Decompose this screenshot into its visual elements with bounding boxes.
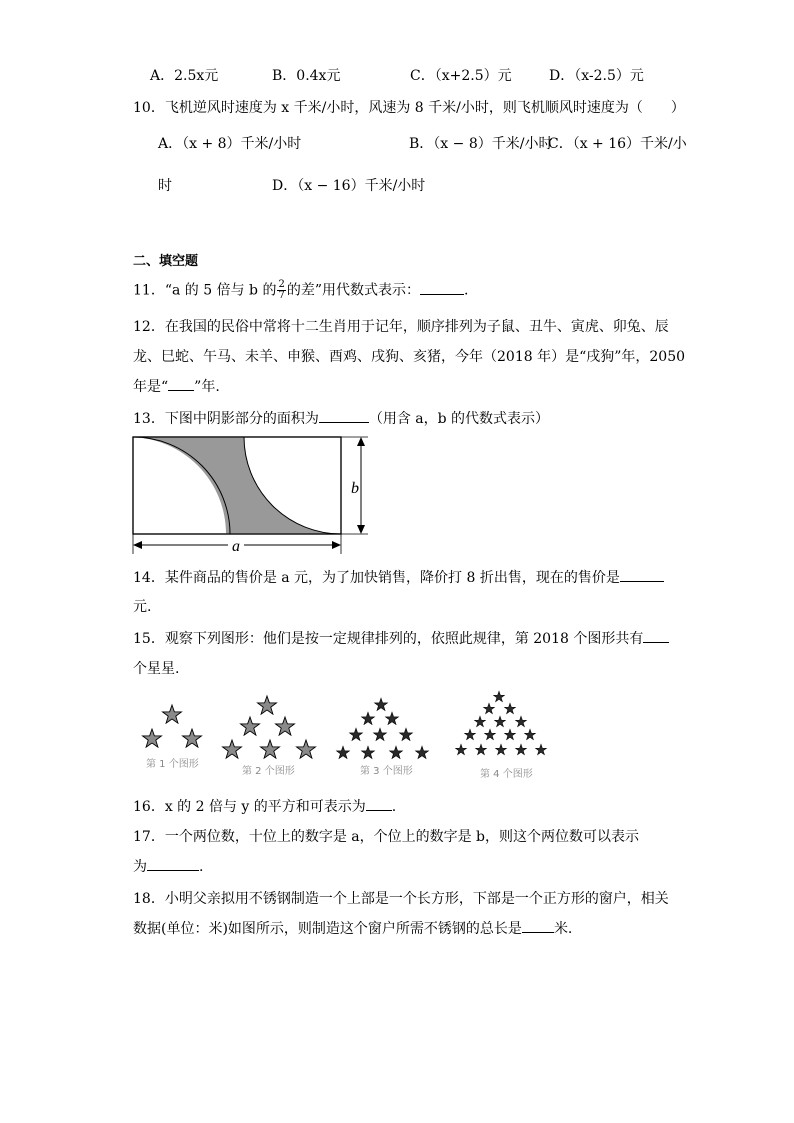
q14-line2: 元.: [133, 599, 152, 615]
q14-line1: [133, 569, 664, 587]
q13-b-arrowhead-down: [357, 525, 365, 534]
q10-option-b: B．（x − 8）千米/小时: [409, 136, 553, 152]
star-icon: [143, 729, 162, 747]
q12-line1: 12．在我国的民俗中常将十二生肖用于记年，顺序排列为子鼠、丑牛、寅虎、卯兔、辰: [133, 319, 669, 335]
star-icon: [495, 744, 506, 754]
star-icon: [386, 712, 399, 724]
star-icon: [484, 729, 495, 739]
star-icon: [504, 729, 515, 739]
q16-answer-blank[interactable]: [366, 798, 392, 811]
star-icon: [375, 698, 388, 710]
q15-pattern-4: [455, 691, 546, 754]
q13-label-b: b: [351, 480, 359, 497]
q9-option-a: A．2.5x元: [150, 68, 219, 84]
q11-post: 的差”用代数式表示：: [286, 282, 420, 299]
q15-line1: [133, 630, 669, 648]
q11-answer-blank[interactable]: [420, 282, 464, 295]
q10-option-a: A．（x + 8）千米/小时: [158, 136, 302, 152]
q13-shaded-figure: [128, 432, 378, 558]
star-icon: [504, 703, 515, 713]
q13-a-arrowhead-left: [133, 541, 142, 549]
q13-b-arrowhead-up: [357, 437, 365, 446]
star-icon: [362, 746, 375, 758]
q11-line: [133, 280, 468, 301]
star-icon: [337, 746, 350, 758]
q12-line3-post: ”年.: [194, 379, 220, 395]
q18-line2: [133, 920, 572, 938]
q10-option-c-cont: 时: [158, 178, 172, 194]
star-icon: [483, 703, 494, 713]
q17-answer-blank[interactable]: [147, 858, 199, 871]
star-icon: [416, 746, 429, 758]
q15-star-patterns: [130, 688, 560, 783]
q13-a-arrowhead-right: [332, 541, 341, 549]
q15-pattern-1: [143, 705, 202, 747]
q11-frac-num: 2: [278, 279, 285, 290]
star-icon: [261, 740, 280, 758]
q17-line2-pre: 为: [133, 859, 147, 875]
star-icon: [494, 716, 505, 726]
q15-pre: 15．观察下列图形：他们是按一定规律排列的，依照此规律，第 2018 个图形共有: [133, 631, 644, 647]
q17-end: .: [199, 859, 204, 875]
star-icon: [163, 705, 182, 723]
star-icon: [390, 746, 403, 758]
star-icon: [455, 744, 466, 754]
q18-answer-blank[interactable]: [522, 920, 554, 933]
q14-answer-blank[interactable]: [620, 569, 664, 582]
star-icon: [515, 716, 526, 726]
q15-caption-2: 第 2 个图形: [242, 766, 295, 777]
q13-label-a: a: [232, 538, 240, 555]
q10-stem: 10．飞机逆风时速度为 x 千米/小时，风速为 8 千米/小时，则飞机顺风时速度为（ ）: [133, 100, 685, 116]
q15-caption-1: 第 1 个图形: [146, 759, 199, 770]
star-icon: [493, 691, 504, 701]
q15-pattern-2: [223, 696, 316, 758]
star-icon: [524, 729, 535, 739]
star-icon: [297, 740, 316, 758]
q11-pre: 11．“a 的 5 倍与 b 的: [133, 282, 277, 299]
star-icon: [464, 729, 475, 739]
star-icon: [241, 717, 260, 735]
q18-line2-post: 米.: [553, 921, 573, 937]
star-icon: [223, 740, 242, 758]
q13-line: [133, 410, 549, 428]
q18-line1: 18．小明父亲拟用不锈钢制造一个上部是一个长方形，下部是一个正方形的窗户，相关: [133, 891, 669, 907]
q9-option-c: C．（x+2.5）元: [410, 68, 512, 84]
q12-line2: 龙、巳蛇、午马、未羊、申猴、酉鸡、戌狗、亥猪，今年（2018 年）是“戌狗”年，2050: [133, 349, 686, 365]
star-icon: [258, 696, 277, 714]
star-icon: [475, 744, 486, 754]
q15-answer-blank[interactable]: [643, 630, 669, 643]
q13-answer-blank[interactable]: [319, 410, 369, 423]
star-icon: [362, 712, 375, 724]
q12-answer-blank[interactable]: [168, 378, 194, 391]
q10-option-c: C．（x + 16）千米/小: [548, 136, 687, 152]
q17-line1: 17．一个两位数，十位上的数字是 a，个位上的数字是 b，则这个两位数可以表示: [133, 829, 640, 845]
q16-line: [133, 798, 396, 816]
q15-pattern-3: [337, 698, 429, 758]
star-icon: [276, 717, 295, 735]
q11-end: .: [464, 282, 469, 299]
star-icon: [183, 729, 202, 747]
q14-pre: 14．某件商品的售价是 a 元，为了加快销售，降价打 8 折出售，现在的售价是: [133, 570, 620, 586]
q9-option-d: D．（x-2.5）元: [549, 68, 644, 84]
q17-line2: [133, 858, 203, 876]
star-icon: [374, 728, 387, 740]
q11-frac-den: 7: [278, 290, 285, 301]
q10-option-d: D．（x − 16）千米/小时: [272, 178, 426, 194]
q15-caption-4: 第 4 个图形: [480, 769, 533, 780]
q13-post: （用含 a，b 的代数式表示）: [368, 411, 550, 427]
q12-line3-pre: 年是“: [133, 379, 169, 395]
q9-option-b: B．0.4x元: [272, 68, 341, 84]
star-icon: [515, 744, 526, 754]
q16-end: .: [391, 799, 397, 815]
q18-line2-pre: 数据(单位：米)如图所示，则制造这个窗户所需不锈钢的总长是: [133, 921, 522, 937]
q15-line2: 个星星.: [133, 661, 180, 677]
q12-line3: [133, 378, 220, 396]
star-icon: [474, 716, 485, 726]
section-heading: 二、填空题: [133, 254, 199, 269]
q13-pre: 13．下图中阴影部分的面积为: [133, 411, 319, 427]
q11-fraction: [277, 280, 285, 301]
q15-caption-3: 第 3 个图形: [360, 766, 413, 777]
star-icon: [535, 744, 546, 754]
q16-pre: 16．x 的 2 倍与 y 的平方和可表示为: [133, 799, 366, 815]
star-icon: [350, 728, 363, 740]
star-icon: [400, 728, 413, 740]
